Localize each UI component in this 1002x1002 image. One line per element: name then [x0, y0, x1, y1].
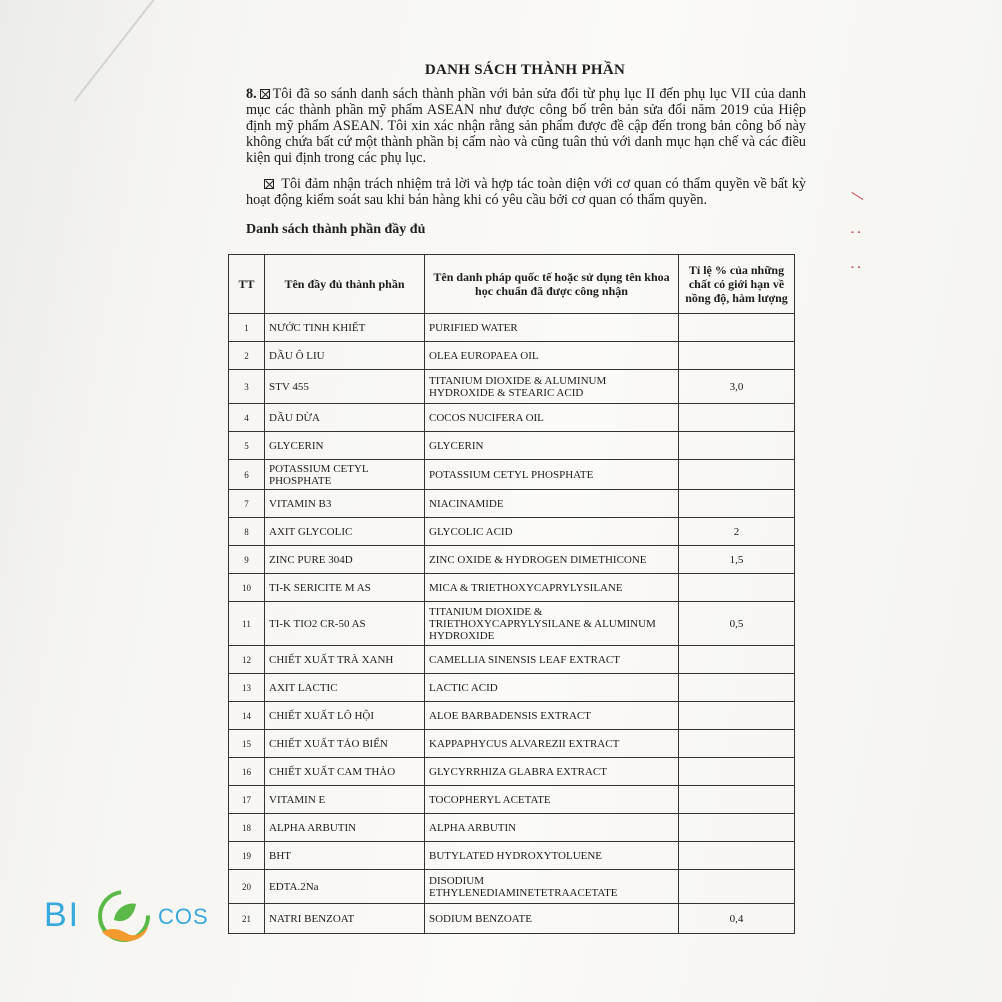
ratio-value: 0,4: [679, 904, 795, 934]
inci-name: ALPHA ARBUTIN: [425, 814, 679, 842]
row-number: 21: [229, 904, 265, 934]
table-row: [229, 602, 795, 646]
biocos-logo: [40, 880, 230, 960]
stamp-glyph: :: [847, 229, 867, 235]
ratio-value: 2: [679, 518, 795, 546]
logo-text-cos: COS: [158, 904, 209, 929]
document-title: DANH SÁCH THÀNH PHẦN: [424, 62, 626, 78]
row-number: 16: [229, 758, 265, 786]
table-row: [229, 674, 795, 702]
row-number: 8: [229, 518, 265, 546]
ratio-value: [679, 674, 795, 702]
ingredient-name: CHIẾT XUẤT TẢO BIỂN: [265, 730, 425, 758]
row-number: 2: [229, 342, 265, 370]
inci-name: BUTYLATED HYDROXYTOLUENE: [425, 842, 679, 870]
row-number: 11: [229, 602, 265, 646]
table-row: [229, 786, 795, 814]
inci-name: MICA & TRIETHOXYCAPRYLYSILANE: [425, 574, 679, 602]
inci-name: COCOS NUCIFERA OIL: [425, 404, 679, 432]
ingredient-name: ALPHA ARBUTIN: [265, 814, 425, 842]
checked-box-icon: [260, 89, 270, 99]
table-row: [229, 404, 795, 432]
ratio-value: [679, 490, 795, 518]
ratio-value: [679, 842, 795, 870]
table-row: [229, 518, 795, 546]
row-number: 1: [229, 314, 265, 342]
inci-name: NIACINAMIDE: [425, 490, 679, 518]
table-row: [229, 758, 795, 786]
header-ratio: Tỉ lệ % của những chất có giới hạn về nồng độ, hàm lượng: [679, 255, 795, 314]
inci-name: CAMELLIA SINENSIS LEAF EXTRACT: [425, 646, 679, 674]
inci-name: TITANIUM DIOXIDE & ALUMINUM HYDROXIDE & STEARIC ACID: [425, 370, 679, 404]
inci-name: POTASSIUM CETYL PHOSPHATE: [425, 460, 679, 490]
ingredient-name: AXIT LACTIC: [265, 674, 425, 702]
inci-name: ZINC OXIDE & HYDROGEN DIMETHICONE: [425, 546, 679, 574]
ingredient-name: ZINC PURE 304D: [265, 546, 425, 574]
ratio-value: [679, 870, 795, 904]
paragraph-text: Tôi đã so sánh danh sách thành phần với bản sửa đổi từ phụ lục II đến phụ lục VII của danh mục các thành phần mỹ phẩm ASEAN như được công bố trên bản sửa đổi năm 2019 của Hiệp định mỹ phẩm ASEAN. Tôi xin xác nhận rằng sản phẩm được đề cập đến trong bản công bố này không chứa bất cứ một thành phần bị cấm nào và cũng tuân thủ với danh mục hạn chế và các điều kiện qui định trong các phụ lục.: [246, 86, 806, 166]
row-number: 13: [229, 674, 265, 702]
ingredient-name: DẦU DỪA: [265, 404, 425, 432]
ratio-value: [679, 574, 795, 602]
row-number: 14: [229, 702, 265, 730]
header-tt: TT: [229, 255, 265, 314]
inci-name: GLYCERIN: [425, 432, 679, 460]
row-number: 12: [229, 646, 265, 674]
table-row: [229, 370, 795, 404]
ratio-value: [679, 786, 795, 814]
stamp-glyph: :: [847, 264, 867, 270]
inci-name: SODIUM BENZOATE: [425, 904, 679, 934]
row-number: 15: [229, 730, 265, 758]
ratio-value: [679, 702, 795, 730]
row-number: 6: [229, 460, 265, 490]
ratio-value: [679, 646, 795, 674]
ingredient-name: CHIẾT XUẤT CAM THẢO: [265, 758, 425, 786]
table-row: [229, 814, 795, 842]
row-number: 17: [229, 786, 265, 814]
ratio-value: [679, 342, 795, 370]
ingredient-name: CHIẾT XUẤT TRÀ XANH: [265, 646, 425, 674]
responsibility-paragraph: [246, 176, 806, 208]
ratio-value: [679, 814, 795, 842]
row-number: 7: [229, 490, 265, 518]
ratio-value: [679, 432, 795, 460]
table-row: [229, 314, 795, 342]
ingredient-name: EDTA.2Na: [265, 870, 425, 904]
paper-fold: [74, 0, 162, 102]
table-row: [229, 574, 795, 602]
ingredient-name: POTASSIUM CETYL PHOSPHATE: [265, 460, 425, 490]
table-row: [229, 904, 795, 934]
ratio-value: 0,5: [679, 602, 795, 646]
row-number: 18: [229, 814, 265, 842]
paragraph-text: Tôi đảm nhận trách nhiệm trả lời và hợp tác toàn diện với cơ quan có thẩm quyền về bất kỳ hoạt động kiểm soát sau khi bán hàng khi có yêu cầu bởi cơ quan có thẩm quyền.: [246, 176, 807, 208]
declaration-paragraph-8: [246, 86, 806, 166]
table-row: [229, 432, 795, 460]
ratio-value: [679, 460, 795, 490]
table-row: [229, 870, 795, 904]
ingredient-name: TI-K SERICITE M AS: [265, 574, 425, 602]
table-row: [229, 460, 795, 490]
ratio-value: 1,5: [679, 546, 795, 574]
ingredient-table: [228, 254, 795, 934]
inci-name: TOCOPHERYL ACETATE: [425, 786, 679, 814]
stamp-glyph: ⁄: [847, 194, 867, 198]
ingredient-rows: [229, 314, 795, 934]
full-ingredient-list-heading: Danh sách thành phần đầy đủ: [246, 222, 426, 237]
row-number: 20: [229, 870, 265, 904]
table-row: [229, 842, 795, 870]
ratio-value: [679, 758, 795, 786]
logo-text-bi: BI: [44, 896, 81, 934]
leaf-hand-icon: [92, 886, 156, 950]
header-full-name: Tên đầy đủ thành phần: [265, 255, 425, 314]
inci-name: PURIFIED WATER: [425, 314, 679, 342]
inci-name: LACTIC ACID: [425, 674, 679, 702]
paragraph-number: 8.: [246, 86, 257, 102]
inci-name: ALOE BARBADENSIS EXTRACT: [425, 702, 679, 730]
ingredient-name: VITAMIN E: [265, 786, 425, 814]
ingredient-name: NƯỚC TINH KHIẾT: [265, 314, 425, 342]
ingredient-name: AXIT GLYCOLIC: [265, 518, 425, 546]
ingredient-name: CHIẾT XUẤT LÔ HỘI: [265, 702, 425, 730]
inci-name: DISODIUM ETHYLENEDIAMINETETRAACETATE: [425, 870, 679, 904]
table-row: [229, 546, 795, 574]
row-number: 5: [229, 432, 265, 460]
ratio-value: [679, 404, 795, 432]
ingredient-name: STV 455: [265, 370, 425, 404]
red-stamp-mark: [842, 194, 872, 330]
table-row: [229, 730, 795, 758]
table-row: [229, 342, 795, 370]
ingredient-name: NATRI BENZOAT: [265, 904, 425, 934]
table-header-row: [229, 255, 795, 314]
row-number: 19: [229, 842, 265, 870]
inci-name: KAPPAPHYCUS ALVAREZII EXTRACT: [425, 730, 679, 758]
ingredient-name: BHT: [265, 842, 425, 870]
table-row: [229, 490, 795, 518]
inci-name: TITANIUM DIOXIDE & TRIETHOXYCAPRYLYSILANE & ALUMINUM HYDROXIDE: [425, 602, 679, 646]
ingredient-name: VITAMIN B3: [265, 490, 425, 518]
row-number: 4: [229, 404, 265, 432]
ingredient-name: TI-K TIO2 CR-50 AS: [265, 602, 425, 646]
inci-name: OLEA EUROPAEA OIL: [425, 342, 679, 370]
ratio-value: 3,0: [679, 370, 795, 404]
inci-name: GLYCYRRHIZA GLABRA EXTRACT: [425, 758, 679, 786]
table-row: [229, 702, 795, 730]
ratio-value: [679, 730, 795, 758]
inci-name: GLYCOLIC ACID: [425, 518, 679, 546]
ratio-value: [679, 314, 795, 342]
row-number: 9: [229, 546, 265, 574]
checked-box-icon: [264, 179, 274, 189]
header-inci-name: Tên danh pháp quốc tế hoặc sử dụng tên khoa học chuẩn đã được công nhận: [425, 255, 679, 314]
row-number: 3: [229, 370, 265, 404]
ingredient-name: DẦU Ô LIU: [265, 342, 425, 370]
ingredient-name: GLYCERIN: [265, 432, 425, 460]
row-number: 10: [229, 574, 265, 602]
table-row: [229, 646, 795, 674]
